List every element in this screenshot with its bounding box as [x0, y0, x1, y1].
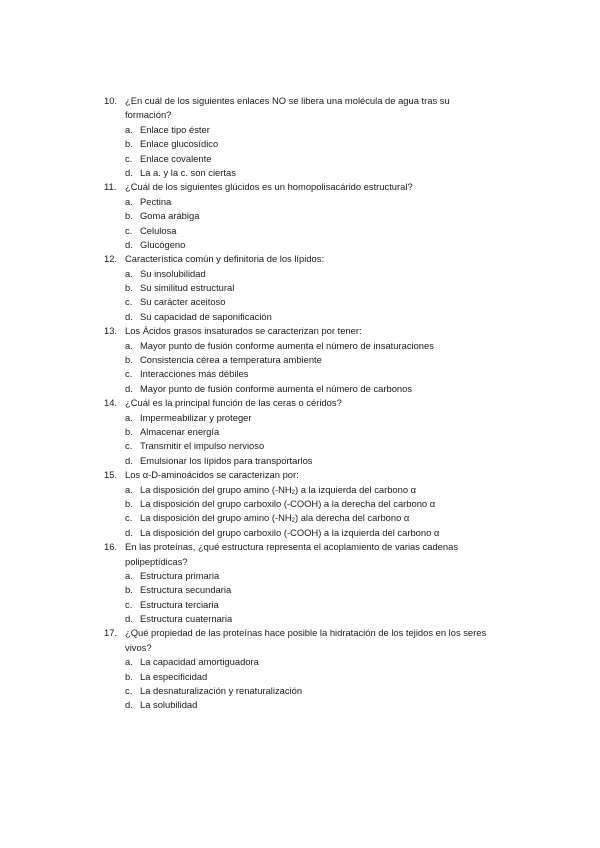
option-text: Estructura cuaternaria: [140, 613, 233, 625]
option-text: [140, 526, 439, 540]
question-list: [104, 94, 504, 713]
option-text: La a. y la c. son ciertas: [140, 166, 236, 178]
option-text: Su similitud estructural: [140, 282, 235, 294]
answer-option: [104, 598, 504, 612]
question-12: [104, 252, 504, 324]
answer-option: [104, 439, 504, 453]
option-text: Glucógeno: [140, 238, 186, 250]
option-letter: d.: [125, 526, 133, 538]
answer-option: [104, 137, 504, 151]
question-11: [104, 180, 504, 252]
answer-option: [104, 166, 504, 180]
option-letter: d.: [125, 238, 133, 250]
option-text: Su insolubilidad: [140, 267, 206, 279]
option-text: Su carácter aceitoso: [140, 296, 226, 308]
option-text: Interacciones más débiles: [140, 368, 249, 380]
option-letter: d.: [125, 613, 133, 625]
option-text: Estructura secundaria: [140, 584, 232, 596]
option-text: Goma arábiga: [140, 210, 200, 222]
answer-option: [104, 569, 504, 583]
question-text: En las proteínas, ¿qué estructura representa el acoplamiento de varias cadenas: [125, 541, 459, 553]
question-number: 14.: [104, 397, 118, 409]
question-16: [104, 540, 504, 626]
option-letter: b.: [125, 425, 133, 437]
answer-option: [104, 281, 504, 295]
answer-option: [104, 310, 504, 324]
question-number: 10.: [104, 95, 118, 106]
subscript: 2: [291, 489, 295, 496]
answer-option: [104, 295, 504, 309]
option-letter: c.: [125, 598, 133, 610]
option-letter: d.: [125, 310, 133, 322]
question-text: Los Ácidos grasos insaturados se caracterizan por tener:: [125, 325, 362, 337]
option-letter: a.: [125, 195, 133, 207]
option-text: La solubilidad: [140, 699, 198, 711]
question-number: 15.: [104, 469, 118, 481]
subscript: 2: [291, 518, 295, 525]
option-letter: c.: [125, 296, 133, 308]
question-10: [104, 94, 504, 180]
option-text: Enlace glucosídico: [140, 138, 219, 150]
answer-option: [104, 353, 504, 367]
answer-option: [104, 684, 504, 698]
question-text: Los α-D-aminoácidos se caracterizan por:: [125, 469, 299, 481]
answer-option: [104, 454, 504, 468]
option-letter: c.: [125, 685, 133, 697]
option-text: Enlace tipo éster: [140, 123, 210, 135]
option-letter: b.: [125, 354, 133, 366]
answer-option: [104, 195, 504, 209]
option-letter: a.: [125, 656, 133, 668]
question-13: [104, 324, 504, 396]
question-14: [104, 396, 504, 468]
answer-option: [104, 698, 504, 712]
option-letter: c.: [125, 152, 133, 164]
answer-option: [104, 511, 504, 525]
question-text: ¿Qué propiedad de las proteínas hace posible la hidratación de los tejidos en los seres: [125, 627, 487, 639]
question-text-continued: formación?: [125, 109, 172, 121]
answer-option: [104, 411, 504, 425]
answer-option: [104, 526, 504, 540]
option-text: Enlace covalente: [140, 152, 212, 164]
question-text: ¿En cuál de los siguientes enlaces NO se libera una molécula de agua tras su: [125, 95, 450, 106]
option-letter: d.: [125, 699, 133, 711]
question-text: ¿Cuál de los siguientes glúcidos es un homopolisacárido estructural?: [125, 181, 413, 193]
question-number: 16.: [104, 541, 118, 553]
option-letter: a.: [125, 123, 133, 135]
question-text-continued: vivos?: [125, 641, 152, 653]
option-text: Celulosa: [140, 224, 177, 236]
option-letter: c.: [125, 440, 133, 452]
option-text: Pectina: [140, 195, 172, 207]
option-text: Emulsionar los lípidos para transportarlos: [140, 454, 313, 466]
answer-option: [104, 339, 504, 353]
option-text: Mayor punto de fusión conforme aumenta el número de carbonos: [140, 382, 413, 394]
answer-option: [104, 483, 504, 497]
answer-option: [104, 670, 504, 684]
option-text: Consistencia cérea a temperatura ambiente: [140, 354, 322, 366]
question-number: 12.: [104, 253, 118, 265]
option-text: [140, 497, 435, 511]
option-letter: b.: [125, 497, 133, 509]
option-text: La desnaturalización y renaturalización: [140, 685, 303, 697]
answer-option: [104, 209, 504, 223]
option-letter: c.: [125, 368, 133, 380]
option-letter: b.: [125, 282, 133, 294]
option-text: Impermeabilizar y proteger: [140, 411, 252, 423]
option-text: [140, 511, 409, 525]
question-text: Característica común y definitoria de los lípidos:: [125, 253, 325, 265]
question-number: 11.: [104, 181, 117, 193]
question-17: [104, 626, 504, 712]
option-text: Estructura terciaria: [140, 598, 219, 610]
option-text: Su capacidad de saponificación: [140, 310, 272, 322]
option-letter: a.: [125, 267, 133, 279]
answer-option: [104, 123, 504, 137]
answer-option: [104, 497, 504, 511]
option-letter: a.: [125, 569, 133, 581]
option-letter: b.: [125, 670, 133, 682]
question-15: [104, 468, 504, 540]
question-number: 13.: [104, 325, 118, 337]
option-letter: c.: [125, 224, 133, 236]
option-text: Estructura primaria: [140, 569, 220, 581]
answer-option: [104, 382, 504, 396]
option-letter: a.: [125, 483, 133, 495]
option-text: [140, 483, 416, 497]
answer-option: [104, 238, 504, 252]
option-letter: c.: [125, 512, 133, 524]
option-text: Almacenar energía: [140, 425, 220, 437]
option-letter: b.: [125, 584, 133, 596]
answer-option: [104, 583, 504, 597]
question-text-continued: polipeptídicas?: [125, 555, 188, 567]
option-text-main: La disposición del grupo amino (-NH: [140, 512, 292, 524]
question-number: 17.: [104, 627, 118, 639]
answer-option: [104, 655, 504, 669]
answer-option: [104, 425, 504, 439]
option-letter: a.: [125, 411, 133, 423]
option-letter: b.: [125, 138, 133, 150]
option-text: La capacidad amortiguadora: [140, 656, 259, 668]
option-letter: d.: [125, 166, 133, 178]
question-text: ¿Cuál es la principal función de las ceras o céridos?: [125, 397, 342, 409]
option-text: Transmitir el impulso nervioso: [140, 440, 265, 452]
answer-option: [104, 367, 504, 381]
option-text-tail: ) ala derecha del carbono α: [294, 512, 410, 524]
option-text-main: La disposición del grupo amino (-NH: [140, 483, 292, 495]
option-text: La especificidad: [140, 670, 208, 682]
option-letter: d.: [125, 382, 133, 394]
option-letter: a.: [125, 339, 133, 351]
answer-option: [104, 267, 504, 281]
option-text-tail: ) a la izquierda del carbono α: [294, 483, 417, 495]
option-letter: b.: [125, 210, 133, 222]
answer-option: [104, 612, 504, 626]
option-letter: d.: [125, 454, 133, 466]
answer-option: [104, 224, 504, 238]
option-text-main: La disposición del grupo carboxilo (-COOH) a la izquierda del carbono α: [140, 526, 440, 538]
answer-option: [104, 152, 504, 166]
option-text-main: La disposición del grupo carboxilo (-COOH) a la derecha del carbono α: [140, 497, 436, 509]
option-text: Mayor punto de fusión conforme aumenta el número de insaturaciones: [140, 339, 434, 351]
